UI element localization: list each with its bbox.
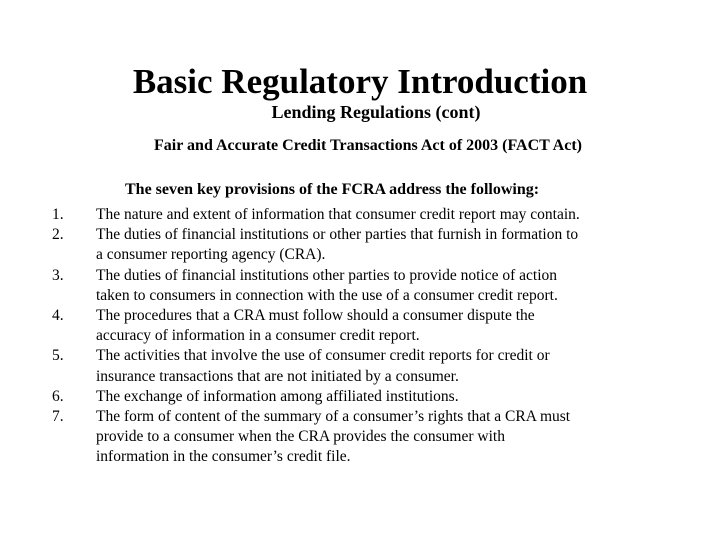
provision-number: 7. bbox=[52, 408, 64, 426]
provision-item bbox=[0, 387, 720, 407]
provision-number: 3. bbox=[52, 266, 64, 284]
provision-item bbox=[0, 225, 720, 265]
act-name: Fair and Accurate Credit Transactions Act of 2003 (FACT Act) bbox=[154, 137, 582, 154]
provision-item bbox=[0, 306, 720, 346]
provision-number: 4. bbox=[52, 307, 64, 325]
provision-text bbox=[96, 266, 696, 306]
provisions-list bbox=[0, 205, 720, 468]
provision-item bbox=[0, 407, 720, 468]
provision-line: The exchange of information among affiliated institutions. bbox=[96, 387, 459, 405]
provision-item bbox=[0, 266, 720, 306]
provision-text bbox=[96, 225, 696, 265]
provision-line: provide to a consumer when the CRA provides the consumer with bbox=[96, 428, 505, 446]
provision-line: The nature and extent of information that consumer credit report may contain. bbox=[96, 206, 580, 223]
provision-line: accuracy of information in a consumer credit report. bbox=[96, 327, 420, 345]
slide-subtitle: Lending Regulations (cont) bbox=[271, 102, 481, 122]
provision-line: The procedures that a CRA must follow should a consumer dispute the bbox=[96, 307, 535, 325]
provision-number: 1. bbox=[52, 206, 64, 223]
provision-line: insurance transactions that are not initiated by a consumer. bbox=[96, 367, 459, 385]
provisions-intro: The seven key provisions of the FCRA address the following: bbox=[125, 181, 540, 198]
provision-text bbox=[96, 387, 696, 407]
provision-number: 2. bbox=[52, 226, 64, 244]
provision-item bbox=[0, 205, 720, 225]
slide-title: Basic Regulatory Introduction bbox=[132, 62, 588, 101]
provision-text bbox=[96, 407, 696, 468]
provision-text bbox=[96, 346, 696, 386]
provision-line: The duties of financial institutions other parties to provide notice of action bbox=[96, 266, 558, 284]
provision-text bbox=[96, 306, 696, 346]
provision-line: The form of content of the summary of a consumer’s rights that a CRA must bbox=[96, 408, 571, 426]
provision-item bbox=[0, 346, 720, 386]
provision-line: The activities that involve the use of consumer credit reports for credit or bbox=[96, 347, 550, 365]
provision-text bbox=[96, 205, 696, 225]
provision-line: information in the consumer’s credit file. bbox=[96, 448, 351, 466]
provision-line: taken to consumers in connection with the use of a consumer credit report. bbox=[96, 286, 558, 304]
provision-line: The duties of financial institutions or other parties that furnish in formation to bbox=[96, 226, 579, 244]
provision-number: 6. bbox=[52, 387, 64, 405]
provision-line: a consumer reporting agency (CRA). bbox=[96, 246, 326, 264]
provision-number: 5. bbox=[52, 347, 64, 365]
